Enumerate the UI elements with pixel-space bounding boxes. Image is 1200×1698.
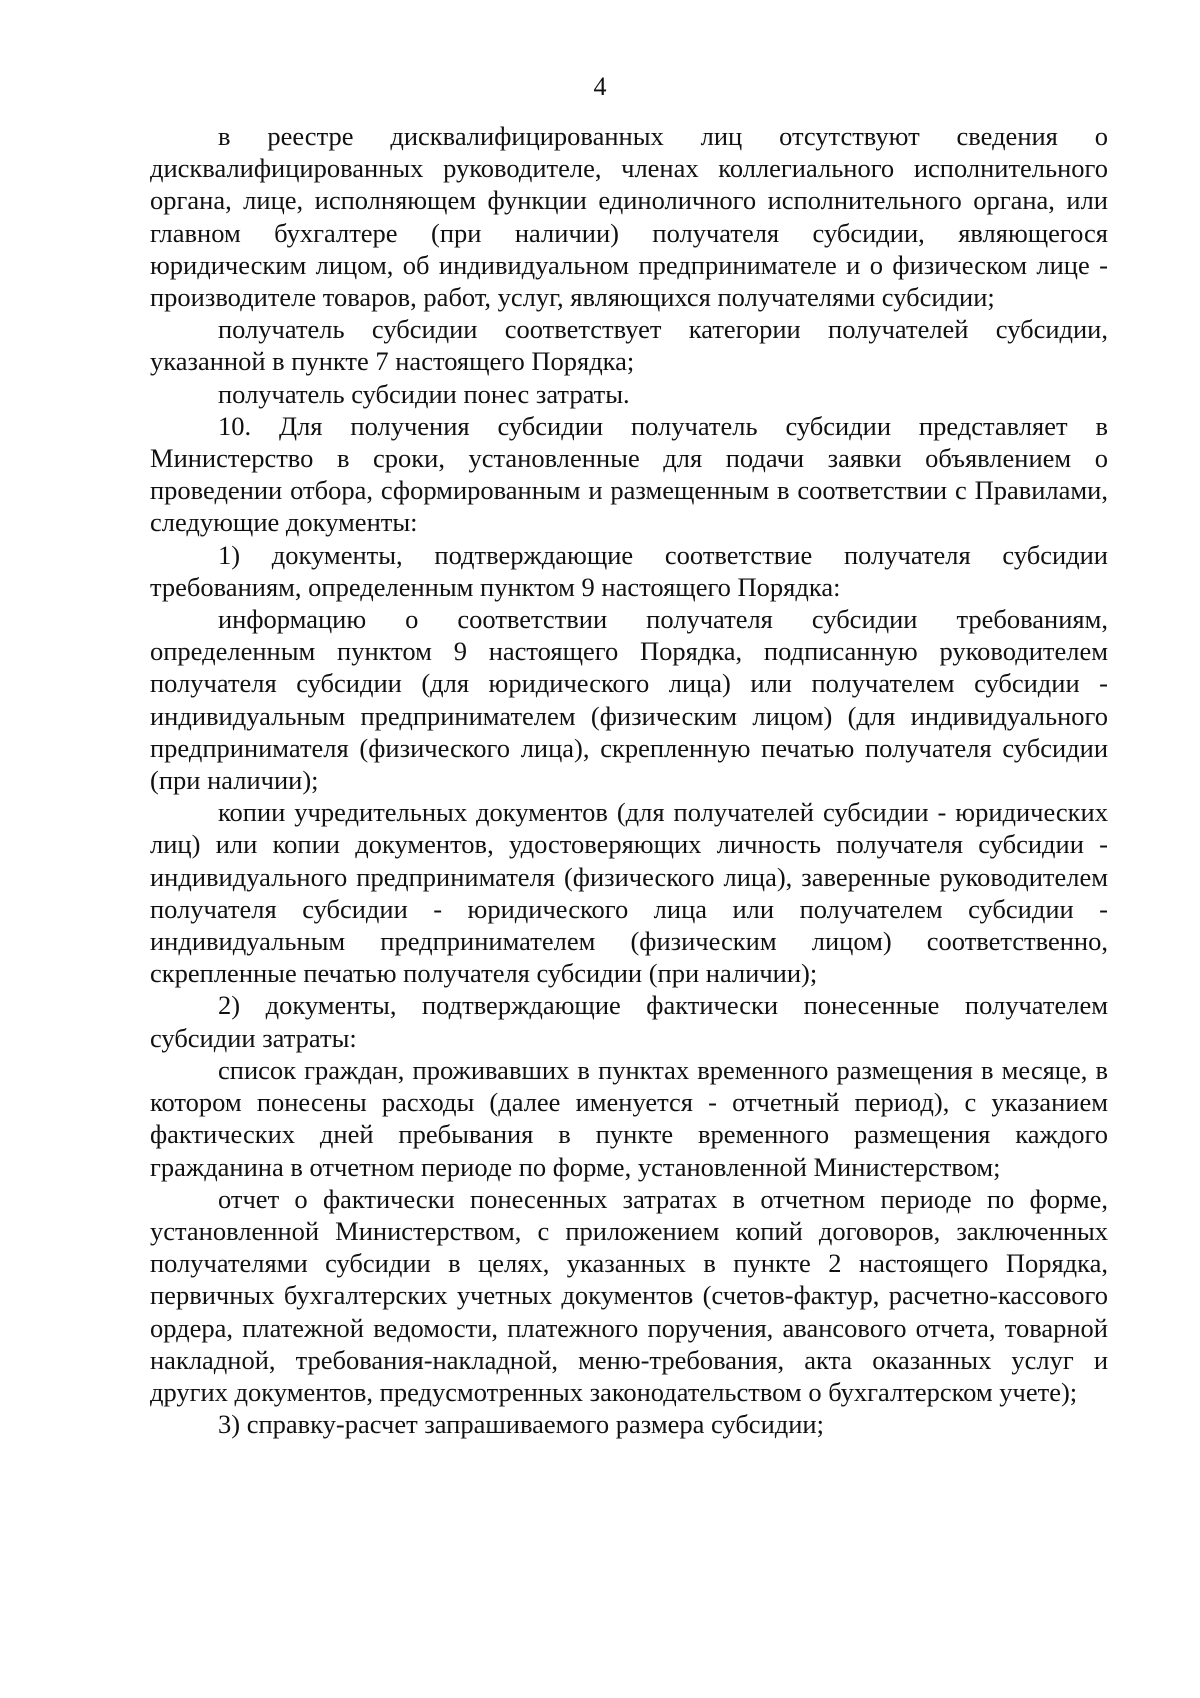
paragraph-disqualified-registry: в реестре дисквалифицированных лиц отсутствуют сведения о дисквалифицированных руководителе, членах коллегиального исполнительного органа, лице, исполняющем функции единоличного исполнительного органа, или главном бухгалтере (при наличии) получателя субсидии, являющегося юридическим лицом, об индивидуальном предпринимателе и о физическом лице - производителе товаров, работ, услуг, являющихся получателями субсидии; — [150, 121, 1108, 313]
paragraph-item-1: 1) документы, подтверждающие соответствие получателя субсидии требованиям, определенным пунктом 9 настоящего Порядка: — [150, 539, 1108, 602]
page-number: 4 — [593, 72, 607, 101]
paragraph-founding-documents: копии учредительных документов (для получателей субсидии - юридических лиц) или копии документов, удостоверяющих личность получателя субсидии - индивидуального предпринимателя (физического лица), заверенные руководителем получателя субсидии - юридического лица или получателем субсидии - индивидуальным предпринимателем (физическим лицом) соответственно, скрепленные печатью получателя субсидии (при наличии); — [150, 797, 1108, 989]
paragraph-recipient-costs: получатель субсидии понес затраты. — [218, 378, 630, 409]
paragraph-item-2: 2) документы, подтверждающие фактически понесенные получателем субсидии затраты: — [150, 990, 1108, 1053]
document-body — [150, 120, 1108, 1440]
paragraph-section-10: 10. Для получения субсидии получатель субсидии представляет в Министерство в сроки, установленные для подачи заявки объявлением о проведении отбора, сформированным и размещенным в соответствии с Правилами, следующие документы: — [150, 410, 1108, 538]
paragraph-recipient-category: получатель субсидии соответствует категории получателей субсидии, указанной в пункте 7 настоящего Порядка; — [150, 314, 1108, 377]
paragraph-citizens-list: список граждан, проживавших в пунктах временного размещения в месяце, в котором понесены расходы (далее именуется - отчетный период), с указанием фактических дней пребывания в пункте временного размещения каждого гражданина в отчетном периоде по форме, установленной Министерством; — [150, 1054, 1108, 1182]
paragraph-costs-report: отчет о фактически понесенных затратах в отчетном периоде по форме, установленной Министерством, с приложением копий договоров, заключенных получателями субсидии в целях, указанных в пункте 2 настоящего Порядка, первичных бухгалтерских учетных документов (счетов-фактур, расчетно-кассового ордера, платежной ведомости, платежного поручения, авансового отчета, товарной накладной, требования-накладной, меню-требования, акта оказанных услуг и других документов, предусмотренных законодательством о бухгалтерском учете); — [150, 1183, 1108, 1407]
paragraph-compliance-info: информацию о соответствии получателя субсидии требованиям, определенным пунктом 9 настоящего Порядка, подписанную руководителем получателя субсидии (для юридического лица) или получателем субсидии - индивидуальным предпринимателем (физическим лицом) (для индивидуального предпринимателя (физического лица), скрепленную печатью получателя субсидии (при наличии); — [150, 604, 1108, 796]
paragraph-item-3: 3) справку-расчет запрашиваемого размера субсидии; — [218, 1409, 824, 1440]
